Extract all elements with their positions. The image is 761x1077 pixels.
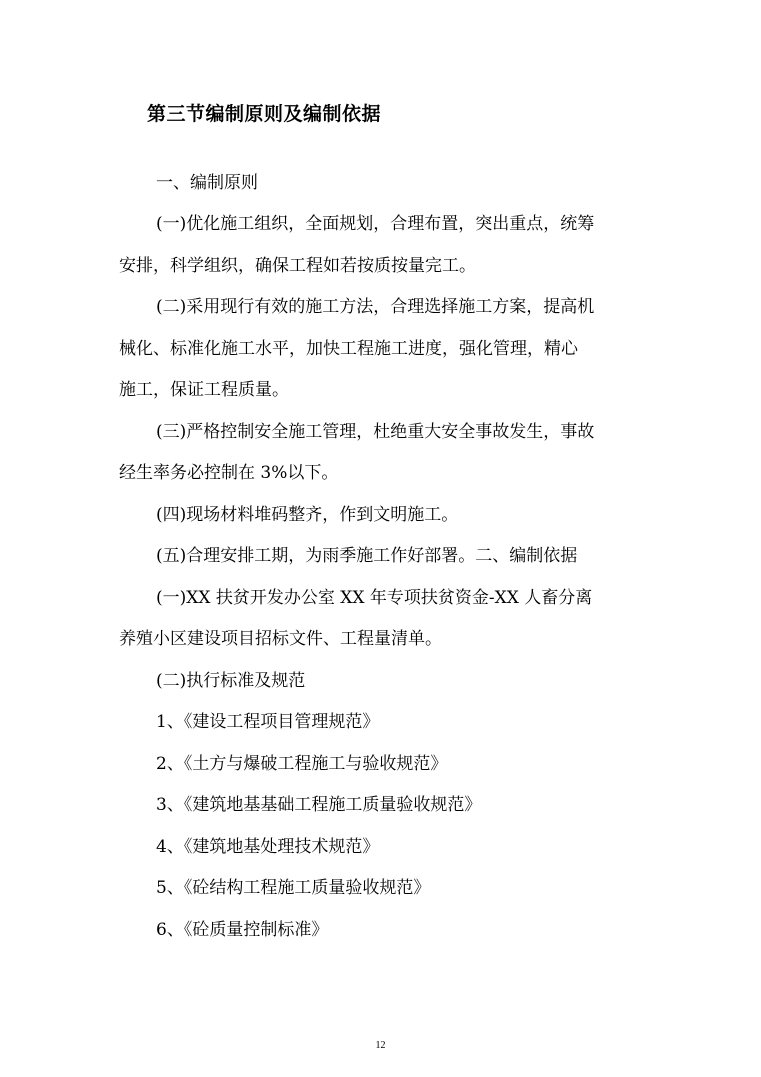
paragraph-line: 养殖小区建设项目招标文件、工程量清单。 (119, 629, 442, 649)
paragraph-line: 安排，科学组织，确保工程如若按质按量完工。 (119, 256, 476, 276)
heading-principles: 一、编制原则 (156, 173, 258, 193)
paragraph-line: 经生率务必控制在 3%以下。 (119, 463, 339, 483)
paragraph-line: (四)现场材料堆码整齐，作到文明施工。 (156, 505, 459, 525)
list-item: 1、《建设工程项目管理规范》 (156, 712, 380, 732)
paragraph-line: 械化、标准化施工水平，加快工程施工进度，强化管理，精心 (119, 339, 578, 359)
paragraph-line: (三)严格控制安全施工管理，杜绝重大安全事故发生，事故 (156, 422, 595, 442)
paragraph-line: (二)采用现行有效的施工方法，合理选择施工方案，提高机 (156, 297, 595, 317)
paragraph-line: 施工，保证工程质量。 (119, 380, 289, 400)
list-item: 4、《建筑地基处理技术规范》 (156, 837, 380, 857)
section-title: 第三节编制原则及编制依据 (147, 103, 382, 125)
paragraph-line: (五)合理安排工期，为雨季施工作好部署。二、编制依据 (156, 546, 578, 566)
paragraph-line: (一)优化施工组织，全面规划，合理布置，突出重点，统筹 (156, 214, 595, 234)
list-item: 2、《土方与爆破工程施工与验收规范》 (156, 754, 448, 774)
heading-standards: (二)执行标准及规范 (156, 671, 306, 691)
list-item: 5、《砼结构工程施工质量验收规范》 (156, 878, 431, 898)
paragraph-line: (一)XX 扶贫开发办公室 XX 年专项扶贫资金-XX 人畜分离 (156, 588, 593, 608)
page-number: 12 (375, 1040, 386, 1051)
list-item: 6、《砼质量控制标准》 (156, 920, 329, 940)
list-item: 3、《建筑地基基础工程施工质量验收规范》 (156, 795, 482, 815)
